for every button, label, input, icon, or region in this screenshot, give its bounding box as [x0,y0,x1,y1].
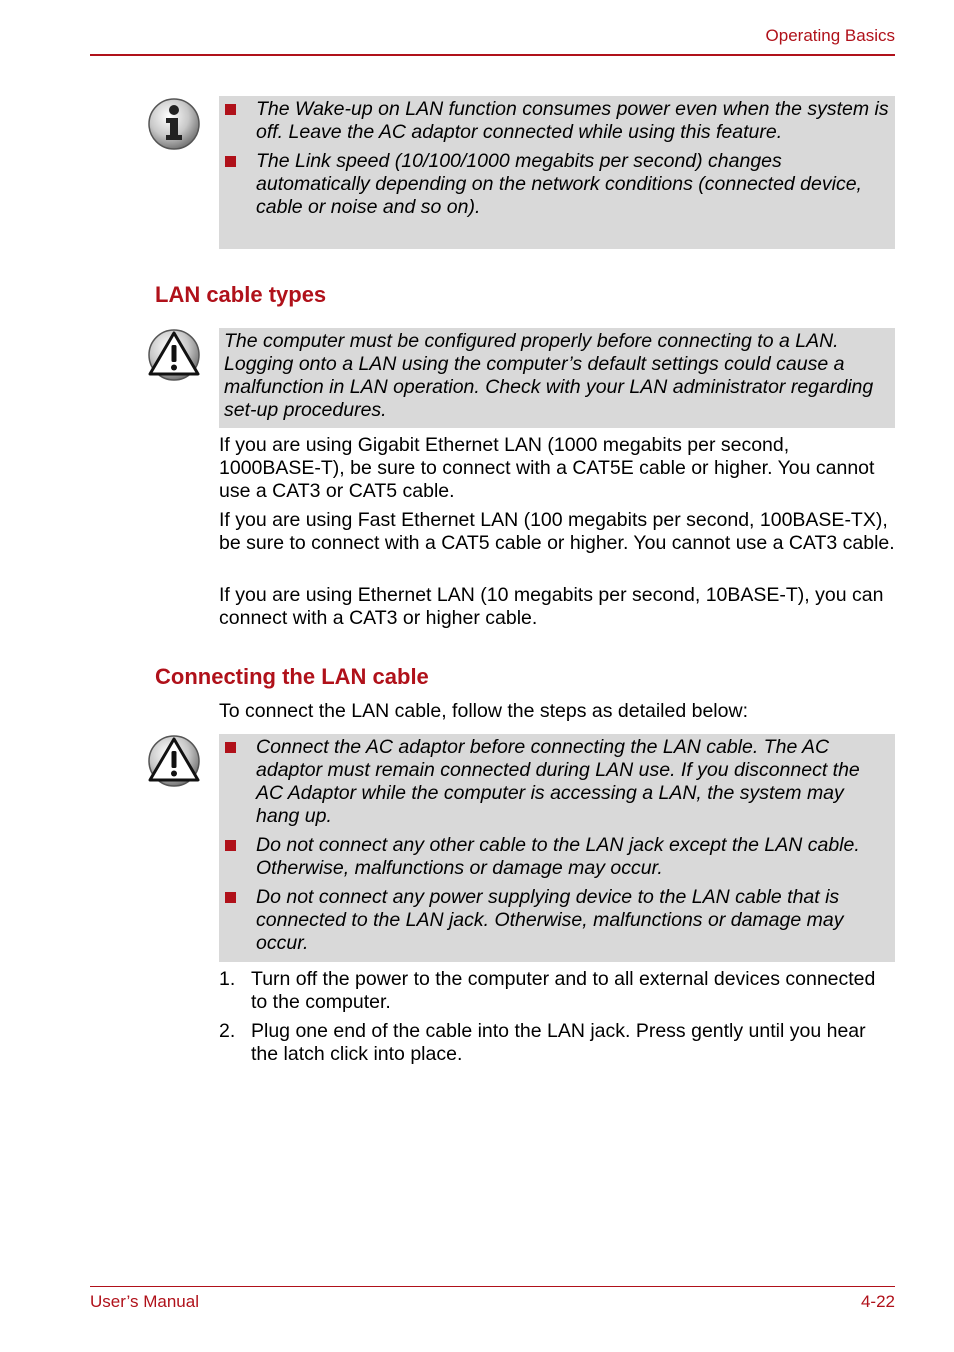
step-text: Plug one end of the cable into the LAN jack. Press gently until you hear the latch click into place. [251,1020,866,1065]
step-item [219,1020,895,1066]
paragraph-ethernet: If you are using Ethernet LAN (10 megabits per second, 10BASE-T), you can connect with a CAT3 or higher cable. [219,584,884,629]
step-text: Turn off the power to the computer and to all external devices connected to the computer. [251,968,876,1013]
caution-note-item: Connect the AC adaptor before connecting the LAN cable. The AC adaptor must remain connected during LAN use. If you disconnect the AC Adaptor while the computer is accessing a LAN, the system may hang up. [219,736,895,828]
info-note-item: The Link speed (10/100/1000 megabits per second) changes automatically depending on the network conditions (connected device, cable or noise and so on). [219,150,895,219]
caution-icon [147,328,201,382]
paragraph-connect-intro: To connect the LAN cable, follow the steps as detailed below: [219,700,748,722]
section-heading-lan-cable-types: LAN cable types [155,282,327,307]
step-item [219,968,895,1014]
paragraph-gigabit: If you are using Gigabit Ethernet LAN (1000 megabits per second, 1000BASE-T), be sure to connect with a CAT5E cable or higher. You cannot use a CAT3 or CAT5 cable. [219,434,875,502]
header-section-title: Operating Basics [765,26,895,45]
paragraph-fast-ethernet: If you are using Fast Ethernet LAN (100 megabits per second, 100BASE-TX), be sure to connect with a CAT5 cable or higher. You cannot use a CAT3 cable. [219,509,895,554]
footer-page-number: 4-22 [860,1292,895,1311]
caution-icon [147,734,201,788]
bullet-square-icon [225,742,236,753]
footer-manual-title: User’s Manual [90,1292,199,1311]
bullet-square-icon [225,892,236,903]
footer-rule [90,1286,895,1287]
caution-note-configuration: The computer must be configured properly before connecting to a LAN. Logging onto a LAN using the computer’s default settings could cause a malfunction in LAN operation. Check with your LAN administrator regarding set-up procedures. [219,328,895,428]
caution-note-item: Do not connect any power supplying device to the LAN cable that is connected to the LAN jack. Otherwise, malfunctions or damage may occur. [219,886,895,955]
info-note-item: The Wake-up on LAN function consumes power even when the system is off. Leave the AC adaptor connected while using this feature. [219,98,895,144]
bullet-square-icon [225,156,236,167]
bullet-square-icon [225,104,236,115]
caution-note-item: Do not connect any other cable to the LAN jack except the LAN cable. Otherwise, malfunctions or damage may occur. [219,834,895,880]
step-number: 2. [219,1020,236,1042]
info-icon [147,97,201,151]
caution-note-connection [219,734,895,962]
info-note [219,96,895,249]
header-rule [90,54,895,56]
step-number: 1. [219,968,236,990]
bullet-square-icon [225,840,236,851]
section-heading-connecting-lan-cable: Connecting the LAN cable [155,664,429,689]
